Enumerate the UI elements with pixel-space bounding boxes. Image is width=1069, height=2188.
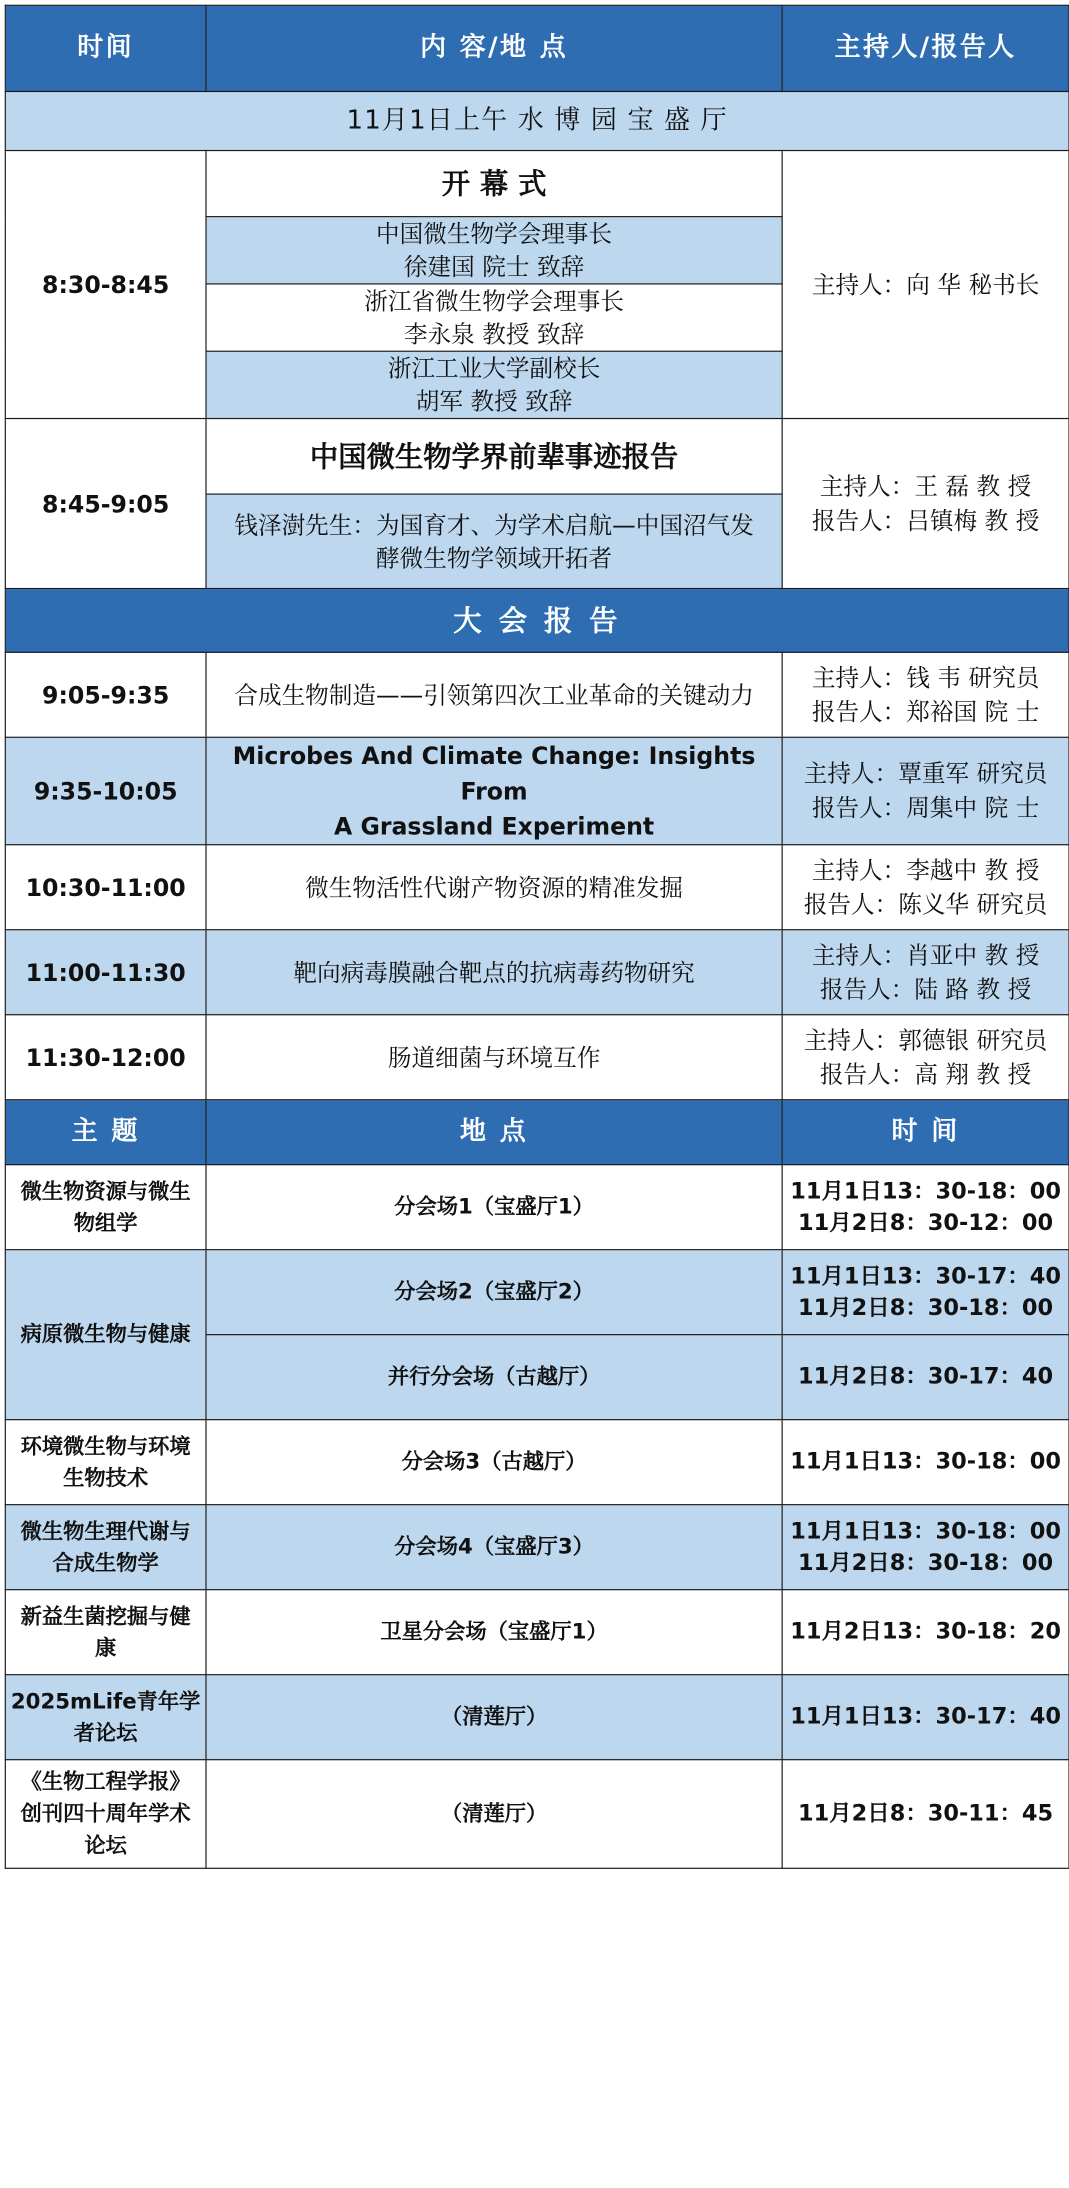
session-2-place-a: 分会场2（宝盛厅2） — [206, 1250, 782, 1335]
session-1-time — [782, 1165, 1069, 1250]
session-row — [5, 1675, 1069, 1760]
talk-3-speaker: 报告人：陈义华 研究员 — [803, 889, 1048, 918]
talk-row — [5, 930, 1069, 1015]
session-4-place: 分会场4（宝盛厅3） — [206, 1505, 782, 1590]
opening-speech-1 — [206, 217, 782, 284]
elder-report-line2: 酵微生物学领域开拓者 — [376, 543, 613, 573]
talk-4-title: 靶向病毒膜融合靶点的抗病毒药物研究 — [206, 930, 782, 1015]
opening-title-row — [5, 151, 1069, 217]
morning-title-row — [5, 91, 1069, 150]
elder-report-line1: 钱泽澍先生：为国育才、为学术启航—中国沼气发 — [234, 510, 754, 539]
talk-4-host: 主持人：肖亚中 教 授 — [811, 940, 1040, 969]
session-4-time — [782, 1505, 1069, 1590]
morning-title: 11月1日上午 水 博 园 宝 盛 厅 — [5, 91, 1069, 150]
talk-5-host: 主持人：郭德银 研究员 — [803, 1025, 1048, 1054]
session-2-topic: 病原微生物与健康 — [5, 1250, 206, 1420]
session-row — [5, 1420, 1069, 1505]
elder-speaker-line: 报告人：吕镇梅 教 授 — [811, 505, 1040, 535]
talk-1-time: 9:05-9:35 — [5, 652, 206, 737]
schedule-table-wrapper — [5, 5, 1069, 1859]
session-7-place: （清莲厅） — [206, 1760, 782, 1869]
session-2-time-b: 11月2日8：30-17：40 — [782, 1335, 1069, 1420]
session-6-place: （清莲厅） — [206, 1675, 782, 1760]
talk-2-time: 9:35-10:05 — [5, 737, 206, 844]
talk-4-speaker: 报告人：陆 路 教 授 — [819, 974, 1032, 1003]
session-row — [5, 1250, 1069, 1335]
sessions-header-row — [5, 1100, 1069, 1165]
session-4-topic: 微生物生理代谢与合成生物学 — [5, 1505, 206, 1590]
header-time: 时间 — [5, 5, 206, 91]
talk-2-people — [782, 737, 1069, 844]
session-5-topic: 新益生菌挖掘与健康 — [5, 1590, 206, 1675]
talk-2-title-line2: A Grassland Experiment — [333, 812, 655, 841]
session-3-place: 分会场3（古越厅） — [206, 1420, 782, 1505]
talk-1-people — [782, 652, 1069, 737]
elder-title: 中国微生物学界前辈事迹报告 — [206, 419, 782, 495]
speech-1-line2: 徐建国 院士 致辞 — [403, 252, 585, 281]
elder-host — [782, 419, 1069, 589]
session-6-time: 11月1日13：30-17：40 — [782, 1675, 1069, 1760]
talk-5-speaker: 报告人：高 翔 教 授 — [819, 1059, 1032, 1088]
speech-2-line2: 李永泉 教授 致辞 — [403, 319, 585, 349]
session-4-time-2: 11月2日8：30-18：00 — [798, 1549, 1054, 1576]
header-row — [5, 5, 1069, 91]
talk-5-title: 肠道细菌与环境互作 — [206, 1015, 782, 1100]
talk-2-title — [206, 737, 782, 844]
session-row — [5, 1505, 1069, 1590]
header-content: 内 容/地 点 — [206, 5, 782, 91]
talk-1-speaker: 报告人：郑裕国 院 士 — [811, 697, 1040, 726]
session-5-time: 11月2日13：30-18：20 — [782, 1590, 1069, 1675]
session-row — [5, 1760, 1069, 1869]
session-7-topic: 《生物工程学报》创刊四十周年学术论坛 — [5, 1760, 206, 1869]
session-6-topic: 2025mLife青年学者论坛 — [5, 1675, 206, 1760]
session-2-time-a1: 11月1日13：30-17：40 — [790, 1262, 1061, 1289]
session-2-time-a — [782, 1250, 1069, 1335]
talk-3-host: 主持人：李越中 教 授 — [811, 855, 1040, 884]
opening-title: 开 幕 式 — [206, 151, 782, 217]
plenary-title-row — [5, 589, 1069, 653]
talk-3-time: 10:30-11:00 — [5, 845, 206, 930]
session-2-time-a2: 11月2日8：30-18：00 — [798, 1294, 1054, 1321]
talk-row — [5, 845, 1069, 930]
talk-4-time: 11:00-11:30 — [5, 930, 206, 1015]
plenary-title: 大 会 报 告 — [5, 589, 1069, 653]
talk-4-people — [782, 930, 1069, 1015]
speech-2-line1: 浙江省微生物学会理事长 — [364, 286, 624, 316]
sessions-header-topic: 主 题 — [5, 1100, 206, 1165]
session-2-place-b: 并行分会场（古越厅） — [206, 1335, 782, 1420]
elder-time: 8:45-9:05 — [5, 419, 206, 589]
session-1-topic: 微生物资源与微生物组学 — [5, 1165, 206, 1250]
opening-time: 8:30-8:45 — [5, 151, 206, 419]
talk-3-people — [782, 845, 1069, 930]
session-7-time: 11月2日8：30-11：45 — [782, 1760, 1069, 1869]
talk-5-time: 11:30-12:00 — [5, 1015, 206, 1100]
elder-host-line: 主持人：王 磊 教 授 — [819, 471, 1032, 500]
session-3-topic: 环境微生物与环境生物技术 — [5, 1420, 206, 1505]
session-3-time: 11月1日13：30-18：00 — [782, 1420, 1069, 1505]
talk-1-title: 合成生物制造——引领第四次工业革命的关键动力 — [206, 652, 782, 737]
talk-2-speaker: 报告人：周集中 院 士 — [811, 793, 1040, 822]
speech-3-line2: 胡军 教授 致辞 — [415, 387, 573, 416]
talk-2-title-line1: Microbes And Climate Change: Insights From — [232, 741, 756, 806]
session-row — [5, 1165, 1069, 1250]
sessions-header-time: 时 间 — [782, 1100, 1069, 1165]
conference-schedule-table — [5, 5, 1069, 1869]
opening-host: 主持人：向 华 秘书长 — [782, 151, 1069, 419]
session-row — [5, 1590, 1069, 1675]
sessions-header-place: 地 点 — [206, 1100, 782, 1165]
elder-report — [206, 494, 782, 588]
opening-speech-3 — [206, 351, 782, 418]
talk-row — [5, 1015, 1069, 1100]
talk-row — [5, 652, 1069, 737]
talk-5-people — [782, 1015, 1069, 1100]
session-1-time-1: 11月1日13：30-18：00 — [790, 1177, 1061, 1204]
session-1-time-2: 11月2日8：30-12：00 — [798, 1209, 1054, 1236]
header-host: 主持人/报告人 — [782, 5, 1069, 91]
speech-3-line1: 浙江工业大学副校长 — [387, 354, 601, 383]
talk-3-title: 微生物活性代谢产物资源的精准发掘 — [206, 845, 782, 930]
talk-row — [5, 737, 1069, 844]
elder-title-row — [5, 419, 1069, 495]
speech-1-line1: 中国微生物学会理事长 — [376, 219, 613, 248]
session-4-time-1: 11月1日13：30-18：00 — [790, 1517, 1061, 1544]
talk-1-host: 主持人：钱 韦 研究员 — [811, 662, 1040, 692]
session-1-place: 分会场1（宝盛厅1） — [206, 1165, 782, 1250]
opening-speech-2 — [206, 284, 782, 351]
session-5-place: 卫星分会场（宝盛厅1） — [206, 1590, 782, 1675]
talk-2-host: 主持人：覃重军 研究员 — [803, 759, 1048, 788]
